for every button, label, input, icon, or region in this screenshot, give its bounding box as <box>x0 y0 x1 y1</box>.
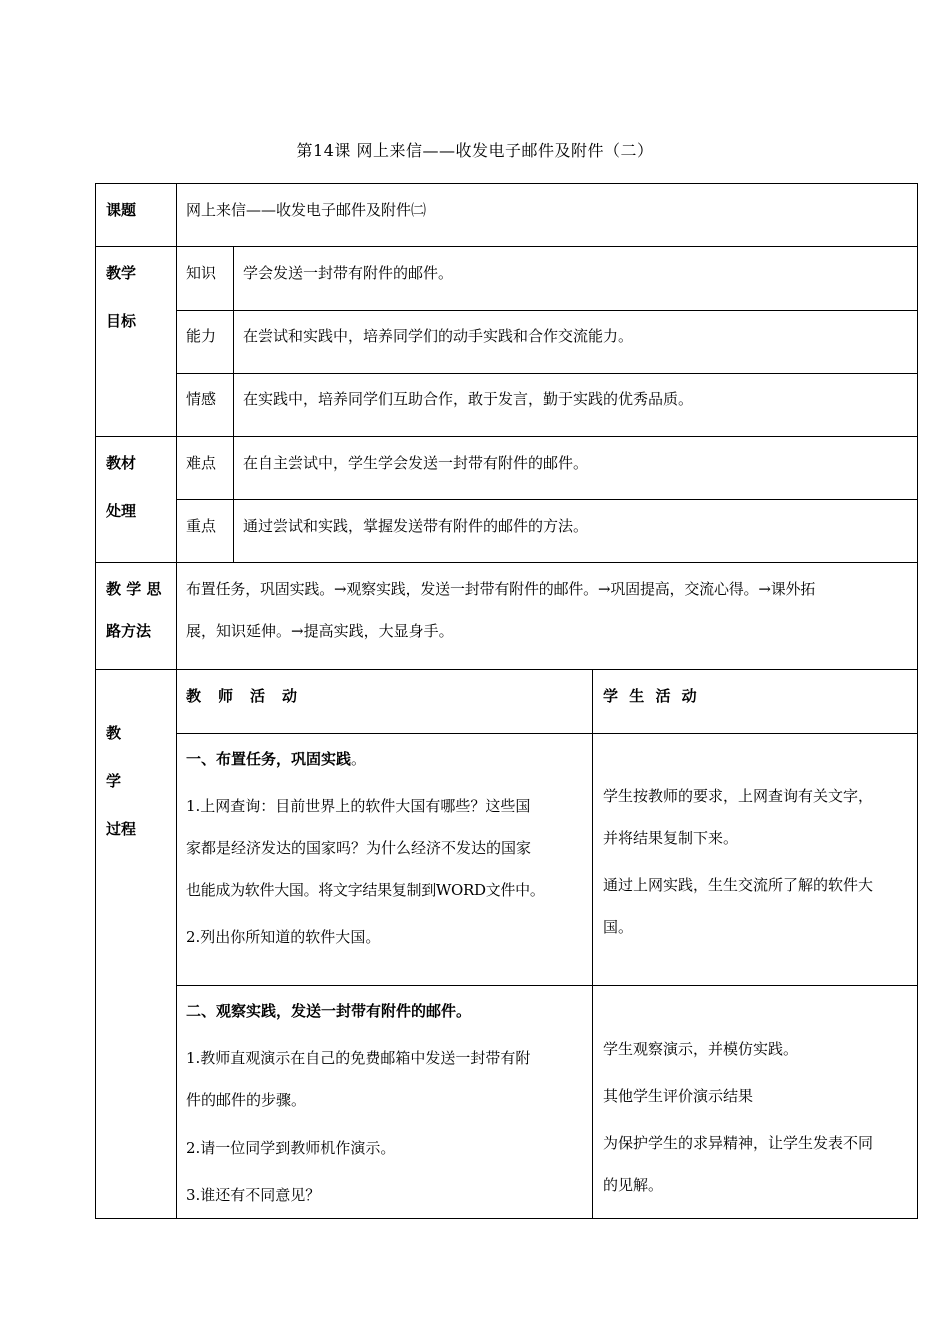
row-divider <box>176 499 918 500</box>
approach-label-line-2: 路方法 <box>106 622 152 640</box>
section-2-teacher-line: 3.谁还有不同意见？ <box>186 1186 321 1204</box>
section-2-student-line: 其他学生评价演示结果 <box>603 1087 754 1105</box>
section-2-teacher-line: 1.教师直观演示在自己的免费邮箱中发送一封带有附 <box>186 1049 531 1067</box>
row-divider <box>95 436 918 437</box>
page-title: 第14课 网上来信——收发电子邮件及附件（二） <box>296 141 654 160</box>
materials-label-line-2: 处理 <box>106 502 137 520</box>
row-divider <box>95 669 918 670</box>
section-1-teacher-line: 1.上网查询：目前世界上的软件大国有哪些？这些国 <box>186 797 531 815</box>
table-border-bottom <box>95 1218 918 1219</box>
section-2-student-line: 为保护学生的求异精神，让学生发表不同 <box>603 1134 874 1152</box>
approach-label-line-1: 教 学 思 <box>106 580 162 598</box>
process-label-line-1: 教 <box>106 724 122 742</box>
material-difficulty-label: 难点 <box>186 454 217 472</box>
section-1-student-line: 国。 <box>603 918 634 936</box>
material-focus-label: 重点 <box>186 517 217 535</box>
goals-label-line-1: 教学 <box>106 264 137 282</box>
activity-column-divider <box>592 669 593 1219</box>
goal-knowledge-label: 知识 <box>186 264 217 282</box>
material-difficulty-text: 在自主尝试中，学生学会发送一封带有附件的邮件。 <box>243 454 589 472</box>
section-1-teacher-line: 也能成为软件大国。将文字结果复制到WORD文件中。 <box>186 881 545 899</box>
row-divider <box>176 985 918 986</box>
section-1-heading-tail: 。 <box>351 750 367 768</box>
material-focus-text: 通过尝试和实践，掌握发送带有附件的邮件的方法。 <box>243 517 589 535</box>
row-divider <box>95 246 918 247</box>
section-1-heading <box>186 738 366 780</box>
row-divider <box>95 562 918 563</box>
section-2-teacher-line: 2.请一位同学到教师机作演示。 <box>186 1139 396 1157</box>
goal-ability-text: 在尝试和实践中，培养同学们的动手实践和合作交流能力。 <box>243 327 634 345</box>
section-1-student-line: 学生按教师的要求，上网查询有关文字， <box>603 787 874 805</box>
process-label-line-3: 过程 <box>106 820 137 838</box>
section-2-heading: 二、观察实践，发送一封带有附件的邮件。 <box>186 1002 472 1020</box>
table-border-right <box>917 183 918 1219</box>
sublabel-column-divider <box>233 246 234 563</box>
section-1-student-line: 并将结果复制下来。 <box>603 829 739 847</box>
section-2-student-line: 学生观察演示，并模仿实践。 <box>603 1040 799 1058</box>
section-1-teacher-line: 2.列出你所知道的软件大国。 <box>186 928 381 946</box>
row-divider <box>176 733 918 734</box>
row-divider <box>176 310 918 311</box>
goals-label-line-2: 目标 <box>106 312 137 330</box>
goal-ability-label: 能力 <box>186 327 217 345</box>
topic-value: 网上来信——收发电子邮件及附件㈡ <box>186 201 427 219</box>
section-1-teacher-line: 家都是经济发达的国家吗？为什么经济不发达的国家 <box>186 839 532 857</box>
table-border-left <box>95 183 96 1219</box>
teacher-activity-header: 教 师 活 动 <box>186 687 299 705</box>
student-activity-header: 学 生 活 动 <box>603 687 700 705</box>
approach-text-line-1: 布置任务，巩固实践。→观察实践，发送一封带有附件的邮件。→巩固提高，交流心得。→课外拓 <box>186 580 816 598</box>
table-border-top <box>95 183 918 184</box>
topic-label: 课题 <box>106 201 137 219</box>
section-2-teacher-line: 件的邮件的步骤。 <box>186 1091 307 1109</box>
goal-emotion-label: 情感 <box>186 390 217 408</box>
process-label-line-2: 学 <box>106 772 122 790</box>
section-2-student-line: 的见解。 <box>603 1176 664 1194</box>
materials-label-line-1: 教材 <box>106 454 137 472</box>
section-1-heading-text: 一、布置任务，巩固实践 <box>186 750 352 768</box>
label-column-divider <box>176 183 177 1219</box>
section-1-student-line: 通过上网实践，生生交流所了解的软件大 <box>603 876 874 894</box>
goal-emotion-text: 在实践中，培养同学们互助合作，敢于发言，勤于实践的优秀品质。 <box>243 390 694 408</box>
approach-text-line-2: 展，知识延伸。→提高实践，大显身手。 <box>186 622 454 640</box>
row-divider <box>176 373 918 374</box>
goal-knowledge-text: 学会发送一封带有附件的邮件。 <box>243 264 454 282</box>
